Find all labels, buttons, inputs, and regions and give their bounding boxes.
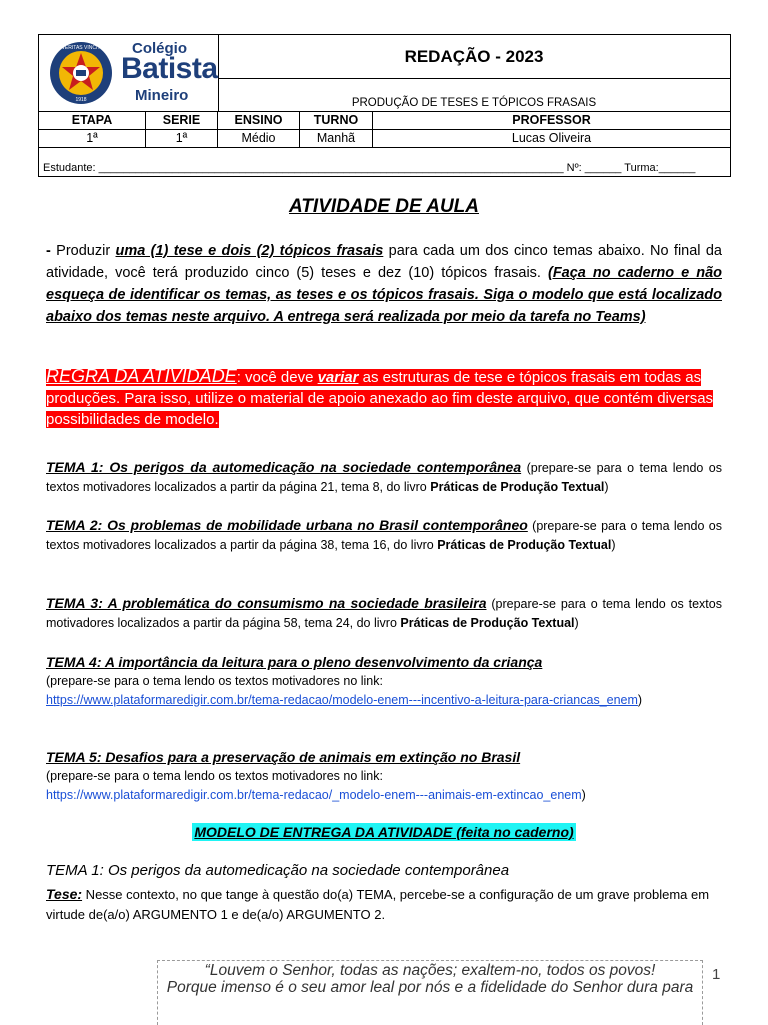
tema-1-title: TEMA 1: Os perigos da automedicação na sociedade contemporânea bbox=[46, 459, 522, 475]
intro-instructions: (Faça no caderno e não esqueça de identificar os temas, as teses e os tópicos frasais. Siga o modelo que está localizado abaixo dos temas neste arquivo. A entrega será realizada por meio da tarefa no Teams) bbox=[46, 265, 722, 325]
tema-5-close: ) bbox=[581, 788, 586, 802]
value-etapa: 1ª bbox=[39, 130, 146, 148]
doc-subtitle: PRODUÇÃO DE TESES E TÓPICOS FRASAIS bbox=[351, 97, 597, 109]
logo-word-mineiro: Mineiro bbox=[135, 87, 189, 104]
page-number: 1 bbox=[712, 966, 721, 983]
tema-4-link[interactable]: https://www.plataformaredigir.com.br/tema-redacao/modelo-enem---incentivo-a-leitura-para-criancas_enem bbox=[46, 693, 638, 707]
tema-5-link[interactable]: https://www.plataformaredigir.com.br/tema-redacao/_modelo-enem---animais-em-extincao_enem bbox=[46, 788, 582, 802]
info-header-row bbox=[39, 111, 730, 130]
tema-1-book: Práticas de Produção Textual bbox=[430, 480, 605, 494]
footer-quote-line-2: Porque imenso é o seu amor leal por nós e a fidelidade do Senhor dura para bbox=[166, 979, 694, 996]
model-tema: TEMA 1: Os perigos da automedicação na sociedade contemporânea bbox=[46, 862, 510, 879]
tema-3-title: TEMA 3: A problemática do consumismo na sociedade brasileira bbox=[46, 595, 487, 611]
col-turno: TURNO bbox=[300, 112, 373, 130]
intro-text-1: Produzir bbox=[50, 243, 116, 259]
logo-cell bbox=[39, 35, 219, 111]
tema-5-instructions: (prepare-se para o tema lendo os textos motivadores no link: bbox=[46, 769, 383, 783]
student-line: Estudante: ____________________________________________________________________________ Nº: ______ Turma:______ bbox=[39, 147, 730, 178]
intro-text-2: para cada um dos cinco temas abaixo. No final da atividade, você terá produzido cinco (5) teses e dez (10) tópicos frasais. bbox=[46, 243, 722, 281]
logo-word-colegio: Colégio bbox=[132, 40, 187, 57]
rule-emphasis: variar bbox=[317, 369, 359, 386]
intro-dash: - bbox=[46, 243, 51, 259]
col-professor: PROFESSOR bbox=[512, 113, 591, 127]
tema-4-link-line bbox=[46, 691, 656, 710]
tema-5-link-line bbox=[46, 786, 722, 805]
tema-4 bbox=[46, 653, 722, 710]
tema-4-title: TEMA 4: A importância da leitura para o pleno desenvolvimento da criança bbox=[46, 654, 543, 670]
footer-quote-line-1: “Louvem o Senhor, todas as nações; exaltem-no, todos os povos! bbox=[204, 962, 656, 979]
value-professor: Lucas Oliveira bbox=[511, 131, 592, 145]
value-ensino: Médio bbox=[218, 130, 300, 148]
model-title-row bbox=[0, 824, 768, 842]
tema-4-close: ) bbox=[637, 693, 643, 707]
value-serie: 1ª bbox=[146, 130, 218, 148]
rule-label: REGRA DA ATIVIDADE bbox=[46, 366, 237, 386]
rule-text-1: : você deve bbox=[236, 369, 318, 386]
model-tese bbox=[46, 884, 722, 925]
tema-4-instructions: (prepare-se para o tema lendo os textos motivadores no link: bbox=[46, 674, 383, 688]
tema-2 bbox=[46, 516, 722, 555]
activity-rule bbox=[46, 366, 722, 430]
col-etapa: ETAPA bbox=[39, 112, 146, 130]
tema-3 bbox=[46, 594, 722, 633]
model-title: MODELO DE ENTREGA DA ATIVIDADE (feita no caderno) bbox=[194, 824, 574, 840]
school-seal-icon bbox=[47, 40, 115, 106]
intro-paragraph bbox=[46, 240, 722, 328]
model-tese-label: Tese: bbox=[46, 886, 83, 902]
seal-year: 1918 bbox=[75, 97, 87, 103]
activity-title: ATIVIDADE DE AULA bbox=[289, 196, 479, 217]
col-ensino: ENSINO bbox=[218, 112, 300, 130]
tema-3-instructions: (prepare-se para o tema lendo os textos motivadores localizados a partir da página 58, tema 24, do livro bbox=[46, 597, 722, 630]
col-serie: SERIE bbox=[146, 112, 218, 130]
info-value-row bbox=[39, 129, 730, 148]
tema-3-close: ) bbox=[574, 616, 579, 630]
tema-2-instructions: (prepare-se para o tema lendo os textos motivadores localizados a partir da página 38, tema 16, do livro bbox=[46, 519, 723, 552]
tema-2-title: TEMA 2: Os problemas de mobilidade urbana no Brasil contemporâneo bbox=[46, 517, 528, 533]
tema-3-book: Práticas de Produção Textual bbox=[400, 616, 575, 630]
header-table bbox=[38, 34, 731, 177]
footer-quote bbox=[157, 960, 703, 1025]
tema-5-title: TEMA 5: Desafios para a preservação de animais em extinção no Brasil bbox=[46, 749, 521, 765]
tema-5 bbox=[46, 748, 722, 805]
tema-2-close: ) bbox=[611, 538, 616, 552]
value-turno: Manhã bbox=[300, 130, 373, 148]
tema-2-book: Práticas de Produção Textual bbox=[437, 538, 612, 552]
intro-emphasis: uma (1) tese e dois (2) tópicos frasais bbox=[115, 243, 384, 259]
rule-text-2: as estruturas de tese e tópicos frasais em todas as produções. Para isso, utilize o material de apoio anexado ao fim deste arquivo, que contém diversas possibilidades de modelo. bbox=[46, 369, 714, 428]
model-tese-text: Nesse contexto, no que tange à questão do(a) TEMA, percebe-se a configuração de um grave problema em virtude de(a/o) ARGUMENTO 1 e de(a/o) ARGUMENTO 2. bbox=[46, 887, 710, 922]
tema-1-instructions: (prepare-se para o tema lendo os textos motivadores localizados a partir da página 21, tema 8, do livro bbox=[46, 461, 722, 494]
tema-1-close: ) bbox=[604, 480, 609, 494]
seal-motto: VERITAS VINCIT bbox=[61, 45, 101, 51]
doc-title: REDAÇÃO - 2023 bbox=[218, 35, 730, 79]
logo-word-batista: Batista bbox=[121, 52, 218, 85]
tema-1 bbox=[46, 458, 722, 497]
